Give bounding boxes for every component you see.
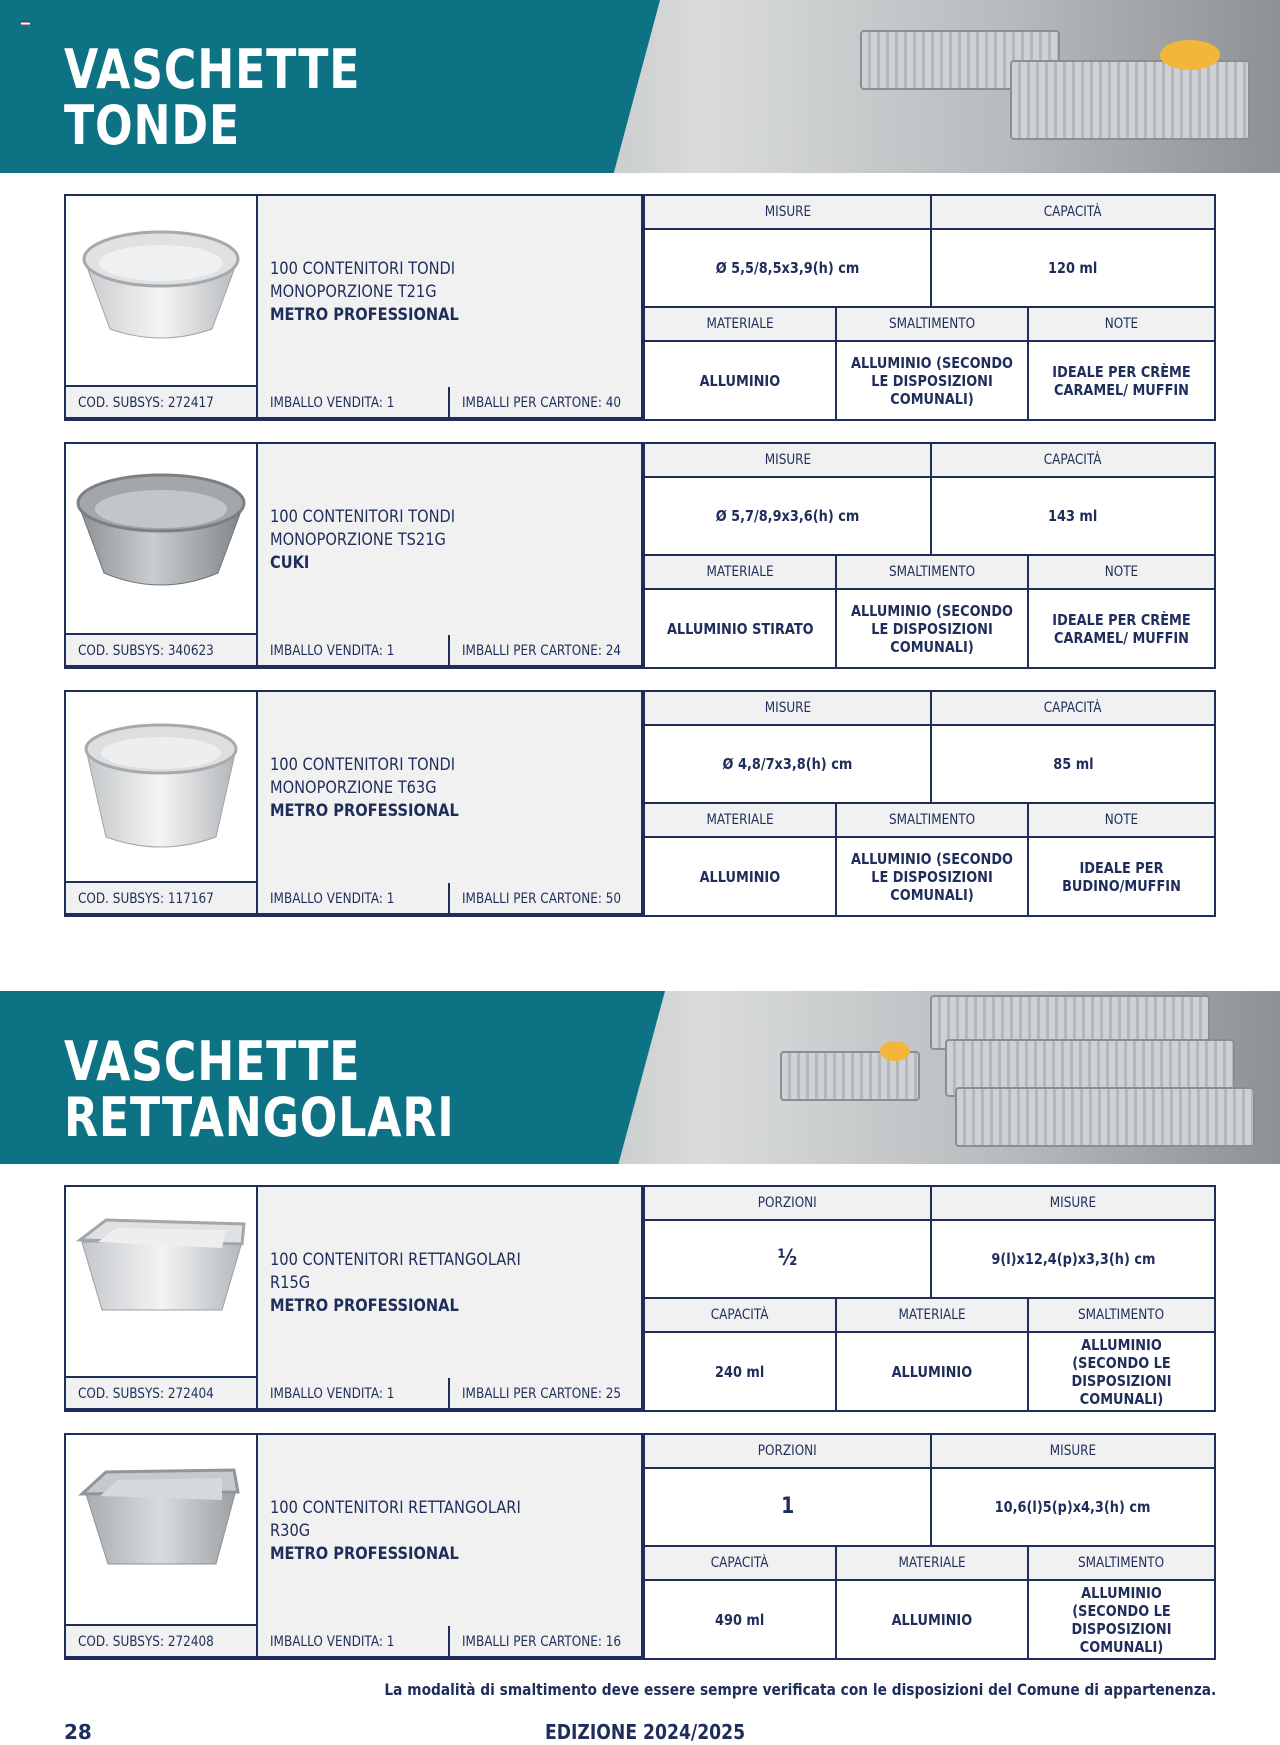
product-description [270,1249,580,1318]
product-image [66,444,258,635]
packs-per-carton: IMBALLI PER CARTONE: 24 [462,643,622,659]
round-tray-icon [76,717,246,857]
product-name: 100 CONTENITORI TONDI [270,259,456,279]
spec-header: CAPACITÀ [1044,700,1102,716]
spec-value: 9(l)x12,4(p)x3,3(h) cm [990,1250,1156,1268]
spec-table [643,196,1214,419]
section-banner-rectangular [0,991,1280,1164]
section-title: VASCHETTE TONDE [64,38,361,157]
product-code: COD. SUBSYS: 117167 [78,891,214,907]
packs-per-carton: IMBALLI PER CARTONE: 25 [462,1386,622,1402]
spec-value: ALLUMINIO [699,867,781,886]
spec-value: 85 ml [1052,755,1094,773]
product-code: COD. SUBSYS: 272404 [78,1386,214,1402]
spec-header: PORZIONI [758,1443,817,1459]
product-brand: METRO PROFESSIONAL [270,1296,459,1316]
edition-label: EDIZIONE 2024/2025 [545,1720,746,1744]
product-model: R15G [270,1273,311,1293]
product-description [270,506,580,575]
product-brand: METRO PROFESSIONAL [270,305,459,325]
spec-header: MISURE [764,452,811,468]
product-codes [66,1378,643,1410]
spec-value: ALLUMINIO [891,1610,973,1629]
sale-pack: IMBALLO VENDITA: 1 [270,1634,395,1650]
spec-header: PORZIONI [758,1195,817,1211]
product-card [64,1433,1216,1660]
spec-value: ALLUMINIO (SECONDO LE DISPOSIZIONI COMUNALI) [1071,1583,1172,1656]
spec-value: ALLUMINIO STIRATO [666,619,814,638]
product-image [66,1187,258,1378]
spec-header: CAPACITÀ [1044,204,1102,220]
product-code: COD. SUBSYS: 272408 [78,1634,214,1650]
product-codes [66,883,643,915]
spec-value: 10,6(l)5(p)x4,3(h) cm [995,1498,1151,1516]
product-model: MONOPORZIONE T63G [270,778,437,798]
spec-value: Ø 5,5/8,5x3,9(h) cm [715,259,860,277]
product-card [64,194,1216,421]
product-codes [66,1626,643,1658]
product-brand: METRO PROFESSIONAL [270,1544,459,1564]
product-image [66,196,258,387]
product-brand: METRO PROFESSIONAL [270,801,459,821]
spec-value: ALLUMINIO [699,371,781,390]
packs-per-carton: IMBALLI PER CARTONE: 50 [462,891,622,907]
spec-header: SMALTIMENTO [888,316,976,332]
product-card [64,690,1216,917]
spec-value: ALLUMINIO (SECONDO LE DISPOSIZIONI COMUNALI) [850,849,1014,904]
spec-table [643,444,1214,667]
flag-icon [21,21,30,26]
spec-header: SMALTIMENTO [1078,1555,1165,1571]
sale-pack: IMBALLO VENDITA: 1 [270,1386,395,1402]
round-tray-icon [76,469,246,599]
spec-value: Ø 5,7/8,9x3,6(h) cm [715,507,860,525]
spec-header: MATERIALE [898,1307,966,1323]
spec-value: ALLUMINIO [891,1362,973,1381]
product-description [270,754,580,823]
spec-header: MATERIALE [898,1555,966,1571]
spec-header: SMALTIMENTO [888,812,976,828]
spec-value: IDEALE PER BUDINO/MUFFIN [1062,858,1181,895]
spec-header: SMALTIMENTO [1078,1307,1165,1323]
spec-value: 143 ml [1048,507,1098,525]
spec-header: MATERIALE [706,316,774,332]
spec-value: ALLUMINIO (SECONDO LE DISPOSIZIONI COMUNALI) [850,601,1014,656]
spec-value: Ø 4,8/7x3,8(h) cm [722,755,853,773]
spec-header: NOTE [1104,564,1139,580]
product-description [270,258,580,327]
spec-table [643,692,1214,915]
disposal-footnote: La modalità di smaltimento deve essere sempre verificata con le disposizioni del Comune di appartenenza. [384,1680,1216,1699]
product-code: COD. SUBSYS: 272417 [78,395,214,411]
rect-tray-icon [76,1212,248,1332]
round-tray-icon [76,221,246,351]
product-brand: CUKI [270,553,310,573]
sale-pack: IMBALLO VENDITA: 1 [270,395,395,411]
product-name: 100 CONTENITORI TONDI [270,507,456,527]
spec-value: 120 ml [1048,259,1098,277]
packs-per-carton: IMBALLI PER CARTONE: 16 [462,1634,622,1650]
spec-value: 1 [780,1494,795,1519]
product-image [66,692,258,883]
spec-header: MISURE [1049,1443,1097,1459]
product-description [270,1497,580,1566]
rect-tray-icon [76,1460,248,1580]
spec-value: IDEALE PER CRÈME CARAMEL/ MUFFIN [1052,610,1191,647]
spec-table [643,1187,1214,1410]
spec-value: IDEALE PER CRÈME CARAMEL/ MUFFIN [1052,362,1191,399]
spec-header: MATERIALE [706,812,774,828]
sale-pack: IMBALLO VENDITA: 1 [270,891,395,907]
section-title: VASCHETTE RETTANGOLARI [64,1030,455,1149]
spec-header: SMALTIMENTO [888,564,976,580]
spec-header: CAPACITÀ [1044,452,1102,468]
product-codes [66,635,643,667]
product-card [64,1185,1216,1412]
spec-header: MATERIALE [706,564,774,580]
spec-header: CAPACITÀ [711,1555,769,1571]
spec-header: CAPACITÀ [711,1307,769,1323]
page-number: 28 [64,1720,92,1744]
spec-value: ALLUMINIO (SECONDO LE DISPOSIZIONI COMUNALI) [850,353,1014,408]
product-name: 100 CONTENITORI RETTANGOLARI [270,1250,521,1270]
product-image [66,1435,258,1626]
spec-header: MISURE [1049,1195,1097,1211]
spec-value: 490 ml [715,1610,765,1629]
product-model: R30G [270,1521,311,1541]
spec-value: ½ [777,1246,798,1271]
section-banner-round [0,0,1280,173]
spec-header: MISURE [764,700,811,716]
spec-table [643,1435,1214,1658]
product-name: 100 CONTENITORI TONDI [270,755,456,775]
product-model: MONOPORZIONE TS21G [270,530,446,550]
product-name: 100 CONTENITORI RETTANGOLARI [270,1498,521,1518]
spec-value: 240 ml [715,1362,765,1381]
product-model: MONOPORZIONE T21G [270,282,437,302]
product-card [64,442,1216,669]
sale-pack: IMBALLO VENDITA: 1 [270,643,395,659]
spec-header: MISURE [764,204,811,220]
packs-per-carton: IMBALLI PER CARTONE: 40 [462,395,622,411]
product-code: COD. SUBSYS: 340623 [78,643,214,659]
spec-header: NOTE [1104,812,1139,828]
spec-value: ALLUMINIO (SECONDO LE DISPOSIZIONI COMUNALI) [1071,1335,1172,1408]
product-codes [66,387,643,419]
spec-header: NOTE [1104,316,1139,332]
